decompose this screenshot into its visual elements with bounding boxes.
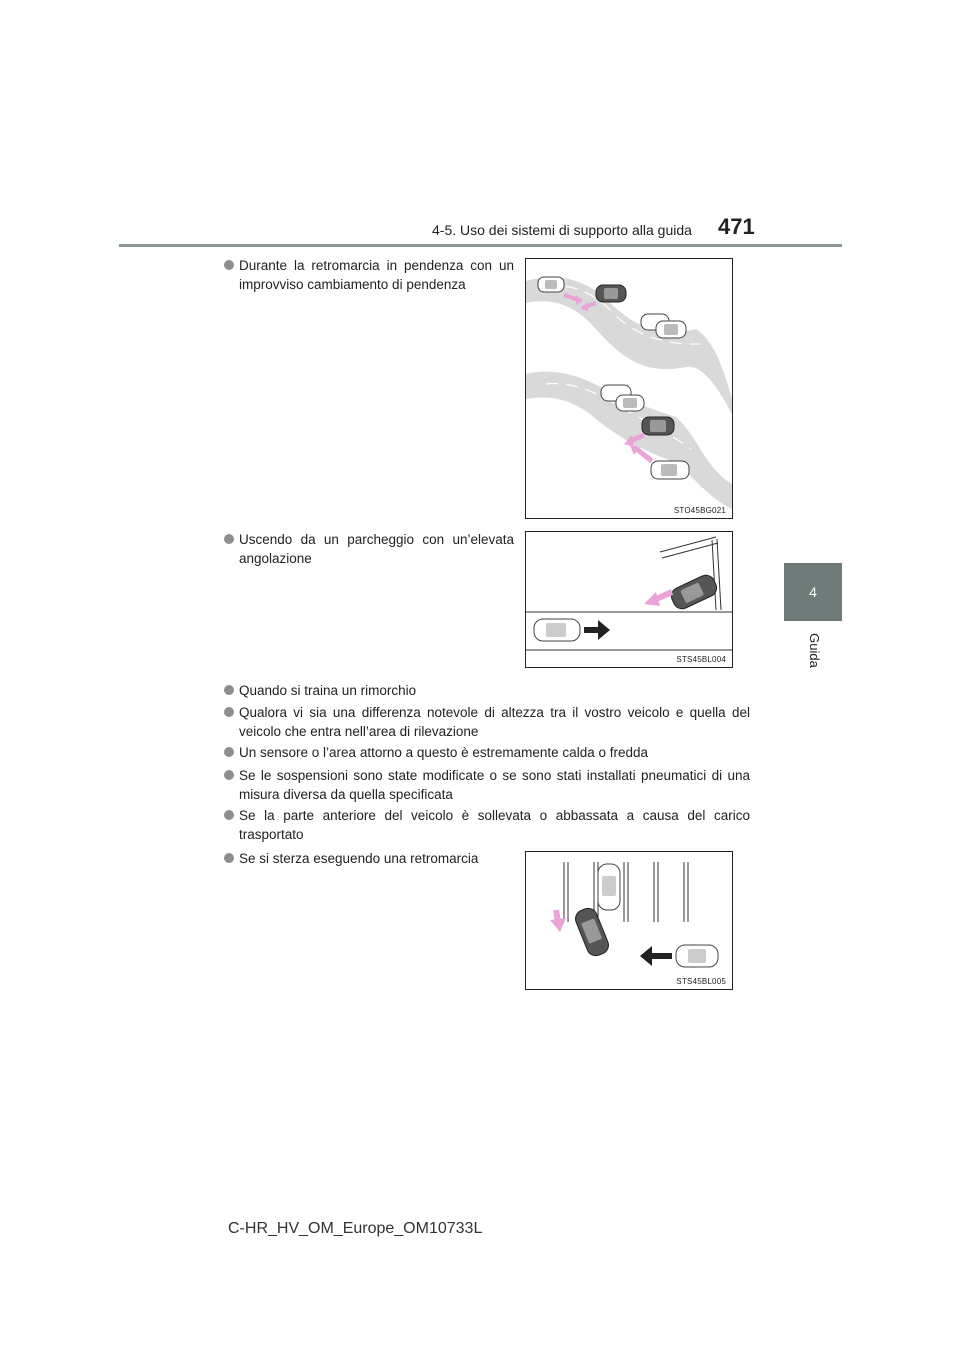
bullet-icon	[224, 810, 234, 820]
list-item	[224, 743, 750, 762]
page-number: 471	[718, 214, 755, 239]
chapter-tab	[784, 563, 842, 621]
list-item	[224, 849, 514, 868]
car-icon	[596, 285, 626, 302]
list-item-text: Se le sospensioni sono state modificate o se sono stati installati pneumatici di una misura diversa da quella specificata	[239, 768, 750, 802]
car-icon	[573, 906, 611, 959]
list-item-text: Durante la retromarcia in pendenza con un improvviso cambiamento di pendenza	[239, 258, 514, 292]
list-item	[224, 703, 750, 741]
bullet-icon	[224, 770, 234, 780]
document-code: C-HR_HV_OM_Europe_OM10733L	[228, 1220, 483, 1237]
list-item-text: Qualora vi sia una differenza notevole di altezza tra il vostro veicolo e quella del veicolo che entra nell’area di rilevazione	[239, 705, 750, 739]
list-item	[224, 530, 514, 568]
list-item	[224, 766, 750, 804]
bullet-icon	[224, 853, 234, 863]
car-icon	[676, 945, 718, 967]
header-divider	[119, 244, 842, 247]
bullet-icon	[224, 747, 234, 757]
chapter-label	[794, 626, 834, 674]
list-item-text: Uscendo da un parcheggio con un’elevata angolazione	[239, 532, 514, 566]
figure-code: STS45BL005	[676, 977, 726, 986]
reverse-steer-illustration	[525, 851, 733, 990]
list-item-text: Se si sterza eseguendo una retromarcia	[239, 851, 479, 866]
chapter-label-text: Guida	[806, 632, 822, 668]
section-title: 4-5. Uso dei sistemi di supporto alla guida	[432, 222, 692, 238]
car-icon	[642, 417, 674, 435]
bullet-icon	[224, 685, 234, 695]
bullet-icon	[224, 260, 234, 270]
list-item-text: Un sensore o l’area attorno a questo è estremamente calda o fredda	[239, 745, 648, 760]
list-item-text: Quando si traina un rimorchio	[239, 683, 417, 698]
list-item	[224, 806, 750, 844]
list-item	[224, 256, 514, 294]
figure-code: STS45BL004	[676, 655, 726, 664]
parking-exit-illustration	[525, 531, 733, 668]
car-icon	[598, 864, 620, 910]
car-icon	[669, 572, 720, 611]
list-item-text: Se la parte anteriore del veicolo è sollevata o abbassata a causa del carico trasportato	[239, 808, 750, 842]
chapter-number: 4	[809, 584, 817, 600]
slope-illustration	[525, 258, 733, 519]
bullet-icon	[224, 534, 234, 544]
bullet-icon	[224, 707, 234, 717]
car-icon	[651, 461, 689, 479]
list-item	[224, 681, 750, 700]
car-icon	[538, 277, 564, 292]
figure-code: STO45BG021	[673, 506, 726, 515]
car-icon	[534, 619, 580, 641]
